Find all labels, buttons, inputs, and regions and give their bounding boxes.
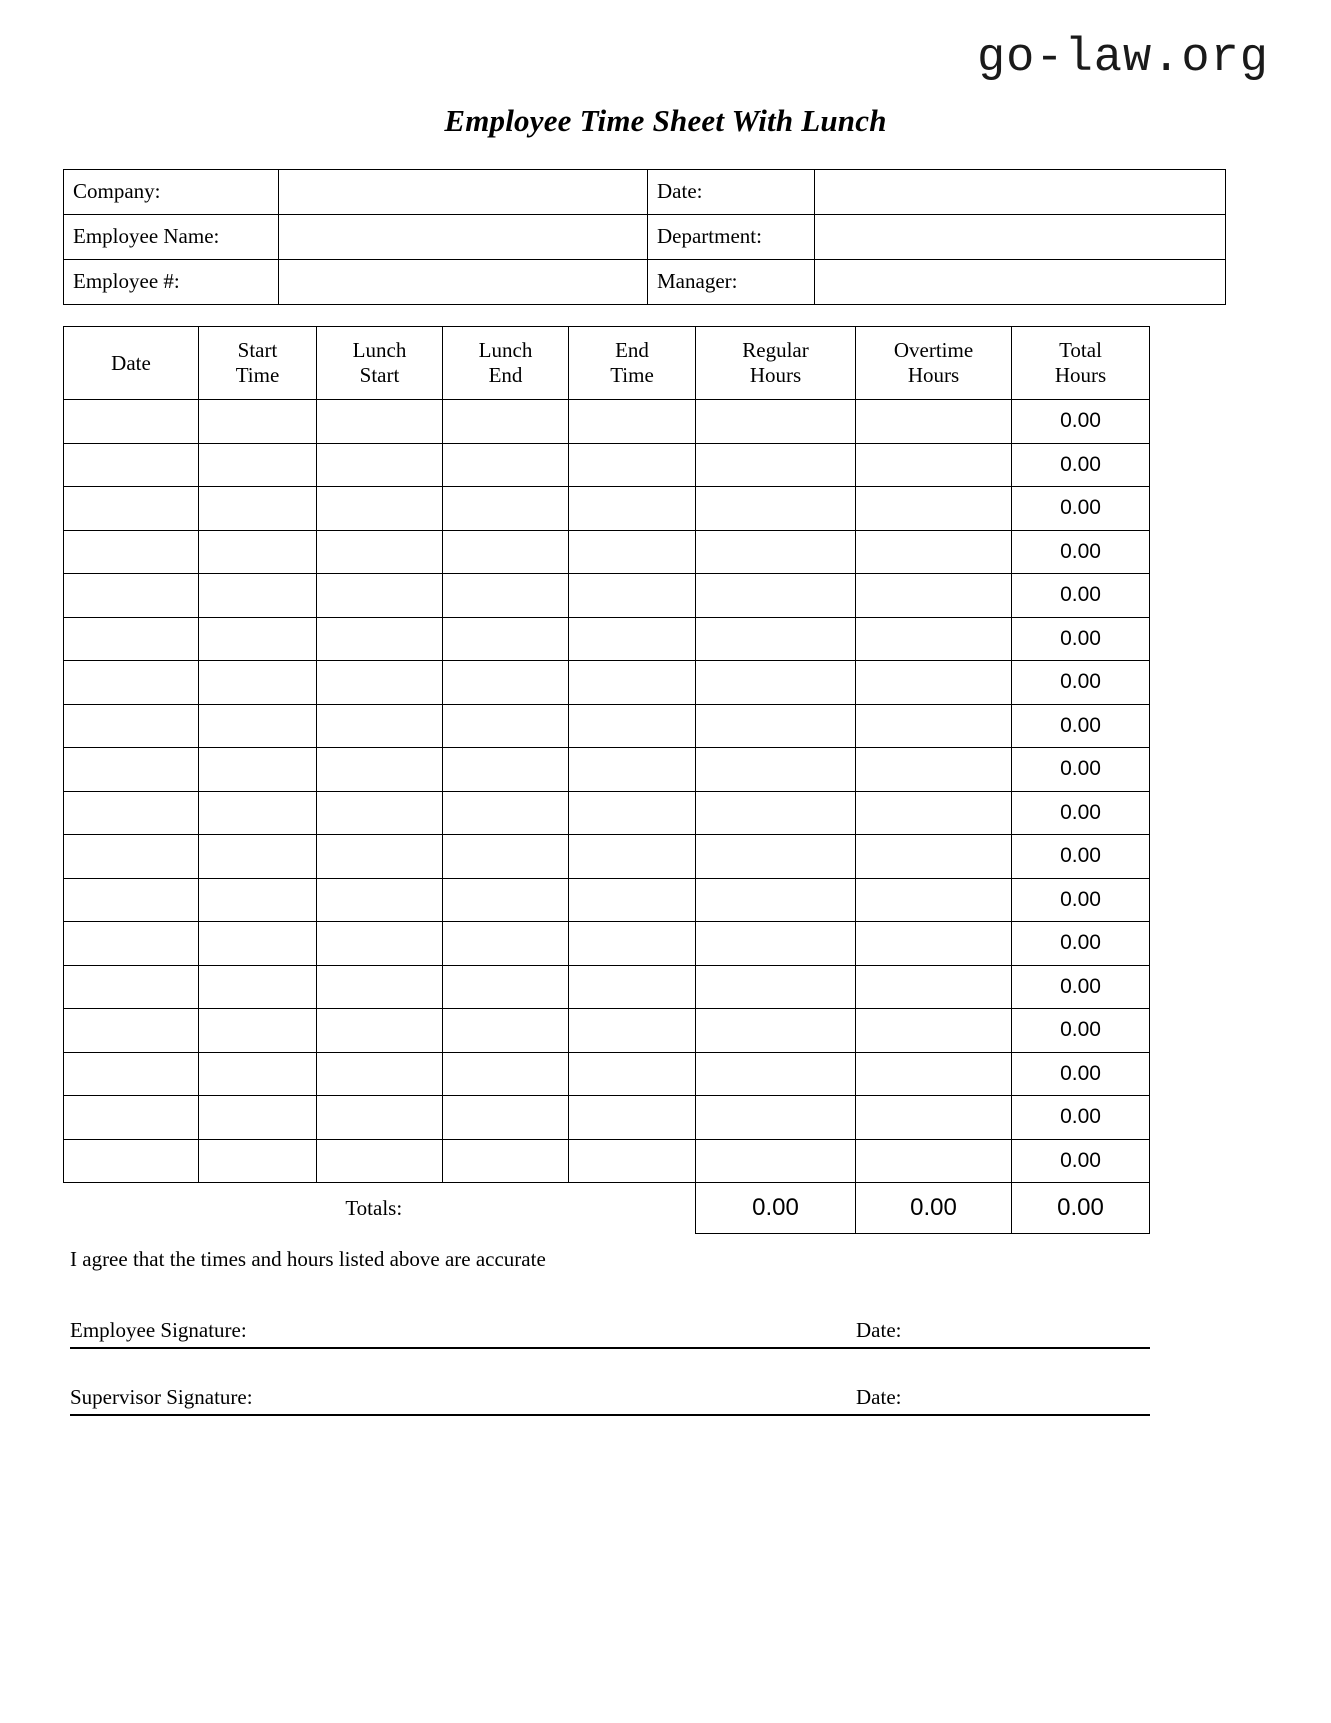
header-line2: Hours — [1054, 363, 1107, 387]
header-line1: Regular — [742, 338, 809, 363]
cell-lunch-start[interactable] — [317, 1139, 443, 1183]
supervisor-signature-label: Supervisor Signature: — [70, 1385, 253, 1409]
cell-end-time[interactable] — [569, 1009, 696, 1053]
cell-overtime-hours[interactable] — [856, 661, 1012, 705]
cell-lunch-start[interactable] — [317, 400, 443, 444]
cell-lunch-end[interactable] — [443, 1139, 569, 1183]
table-row — [64, 704, 1150, 748]
label-manager: Manager: — [648, 260, 815, 305]
table-row — [64, 878, 1150, 922]
cell-date[interactable] — [64, 617, 199, 661]
cell-lunch-start[interactable] — [317, 487, 443, 531]
cell-overtime-hours[interactable] — [856, 443, 1012, 487]
cell-date[interactable] — [64, 400, 199, 444]
cell-date[interactable] — [64, 835, 199, 879]
cell-lunch-end[interactable] — [443, 965, 569, 1009]
cell-lunch-start[interactable] — [317, 835, 443, 879]
cell-lunch-start[interactable] — [317, 791, 443, 835]
supervisor-signature-block — [70, 1372, 1150, 1416]
employee-signature-label: Employee Signature: — [70, 1318, 247, 1342]
supervisor-signature-line[interactable] — [70, 1372, 1150, 1416]
cell-lunch-end[interactable] — [443, 617, 569, 661]
cell-lunch-start[interactable] — [317, 617, 443, 661]
cell-total-hours[interactable]: 0.00 — [1012, 791, 1150, 835]
column-header-regular-hours — [696, 327, 856, 400]
label-employee-name: Employee Name: — [64, 215, 279, 260]
cell-start-time[interactable] — [199, 443, 317, 487]
cell-start-time[interactable] — [199, 835, 317, 879]
cell-overtime-hours[interactable] — [856, 1096, 1012, 1140]
cell-date[interactable] — [64, 1096, 199, 1140]
cell-lunch-start[interactable] — [317, 443, 443, 487]
table-row — [64, 443, 1150, 487]
cell-total-hours[interactable]: 0.00 — [1012, 617, 1150, 661]
info-row-employee-number — [64, 260, 1226, 305]
column-header-lunch-end — [443, 327, 569, 400]
cell-overtime-hours[interactable] — [856, 1139, 1012, 1183]
cell-regular-hours[interactable] — [696, 661, 856, 705]
cell-end-time[interactable] — [569, 487, 696, 531]
table-row — [64, 574, 1150, 618]
column-header-lunch-start — [317, 327, 443, 400]
column-header-start-time — [199, 327, 317, 400]
cell-lunch-end[interactable] — [443, 661, 569, 705]
cell-lunch-start[interactable] — [317, 965, 443, 1009]
cell-lunch-end[interactable] — [443, 1052, 569, 1096]
cell-regular-hours[interactable] — [696, 878, 856, 922]
totals-total-hours: 0.00 — [1012, 1183, 1150, 1234]
cell-end-time[interactable] — [569, 965, 696, 1009]
field-company[interactable] — [279, 170, 648, 215]
cell-end-time[interactable] — [569, 748, 696, 792]
cell-end-time[interactable] — [569, 443, 696, 487]
header-line1: Lunch — [478, 338, 533, 363]
cell-lunch-start[interactable] — [317, 530, 443, 574]
table-row — [64, 617, 1150, 661]
cell-regular-hours[interactable] — [696, 1052, 856, 1096]
cell-overtime-hours[interactable] — [856, 922, 1012, 966]
cell-regular-hours[interactable] — [696, 1009, 856, 1053]
cell-start-time[interactable] — [199, 661, 317, 705]
field-employee-name[interactable] — [279, 215, 648, 260]
cell-lunch-end[interactable] — [443, 443, 569, 487]
cell-date[interactable] — [64, 574, 199, 618]
cell-end-time[interactable] — [569, 922, 696, 966]
cell-lunch-start[interactable] — [317, 1096, 443, 1140]
totals-row — [64, 1183, 1150, 1234]
table-row — [64, 922, 1150, 966]
table-row — [64, 530, 1150, 574]
table-row — [64, 791, 1150, 835]
cell-regular-hours[interactable] — [696, 748, 856, 792]
cell-date[interactable] — [64, 965, 199, 1009]
table-row — [64, 400, 1150, 444]
totals-overtime-hours: 0.00 — [856, 1183, 1012, 1234]
cell-end-time[interactable] — [569, 1139, 696, 1183]
cell-regular-hours[interactable] — [696, 835, 856, 879]
cell-total-hours[interactable]: 0.00 — [1012, 487, 1150, 531]
cell-date[interactable] — [64, 791, 199, 835]
employee-signature-date-label: Date: — [856, 1318, 902, 1342]
cell-total-hours[interactable]: 0.00 — [1012, 1139, 1150, 1183]
cell-lunch-end[interactable] — [443, 487, 569, 531]
table-row — [64, 1052, 1150, 1096]
totals-regular-hours: 0.00 — [696, 1183, 856, 1234]
cell-end-time[interactable] — [569, 704, 696, 748]
cell-total-hours[interactable]: 0.00 — [1012, 704, 1150, 748]
cell-start-time[interactable] — [199, 1096, 317, 1140]
column-header-date — [64, 327, 199, 400]
table-row — [64, 965, 1150, 1009]
header-line1: Date — [111, 350, 151, 375]
cell-overtime-hours[interactable] — [856, 400, 1012, 444]
label-company: Company: — [64, 170, 279, 215]
cell-lunch-end[interactable] — [443, 1009, 569, 1053]
cell-date[interactable] — [64, 704, 199, 748]
cell-lunch-end[interactable] — [443, 835, 569, 879]
field-department[interactable] — [815, 215, 1226, 260]
table-header-row — [64, 327, 1150, 400]
cell-total-hours[interactable]: 0.00 — [1012, 922, 1150, 966]
cell-date[interactable] — [64, 530, 199, 574]
cell-overtime-hours[interactable] — [856, 574, 1012, 618]
header-line2: End — [488, 363, 523, 387]
field-manager[interactable] — [815, 260, 1226, 305]
cell-end-time[interactable] — [569, 400, 696, 444]
cell-regular-hours[interactable] — [696, 704, 856, 748]
go-law-logo: go-law.org — [976, 32, 1269, 85]
cell-date[interactable] — [64, 1052, 199, 1096]
cell-regular-hours[interactable] — [696, 443, 856, 487]
cell-lunch-end[interactable] — [443, 530, 569, 574]
cell-lunch-start[interactable] — [317, 922, 443, 966]
cell-total-hours[interactable]: 0.00 — [1012, 1052, 1150, 1096]
timesheet-body — [64, 400, 1150, 1183]
cell-regular-hours[interactable] — [696, 965, 856, 1009]
cell-end-time[interactable] — [569, 835, 696, 879]
page-title: Employee Time Sheet With Lunch — [444, 103, 887, 138]
cell-start-time[interactable] — [199, 922, 317, 966]
cell-date[interactable] — [64, 487, 199, 531]
header-line2: Hours — [907, 363, 960, 387]
cell-overtime-hours[interactable] — [856, 878, 1012, 922]
label-employee-number: Employee #: — [64, 260, 279, 305]
table-row — [64, 661, 1150, 705]
cell-lunch-start[interactable] — [317, 748, 443, 792]
totals-label: Totals: — [345, 1195, 403, 1220]
cell-end-time[interactable] — [569, 617, 696, 661]
cell-date[interactable] — [64, 878, 199, 922]
cell-overtime-hours[interactable] — [856, 748, 1012, 792]
cell-total-hours[interactable]: 0.00 — [1012, 1096, 1150, 1140]
cell-start-time[interactable] — [199, 1009, 317, 1053]
cell-start-time[interactable] — [199, 791, 317, 835]
cell-overtime-hours[interactable] — [856, 704, 1012, 748]
header-line2: Hours — [749, 363, 802, 387]
label-date: Date: — [648, 170, 815, 215]
cell-regular-hours[interactable] — [696, 574, 856, 618]
cell-start-time[interactable] — [199, 1052, 317, 1096]
column-header-total-hours — [1012, 327, 1150, 400]
cell-overtime-hours[interactable] — [856, 487, 1012, 531]
cell-date[interactable] — [64, 748, 199, 792]
cell-end-time[interactable] — [569, 878, 696, 922]
cell-date[interactable] — [64, 1139, 199, 1183]
agreement-text: I agree that the times and hours listed above are accurate — [70, 1247, 546, 1271]
table-row — [64, 1139, 1150, 1183]
cell-date[interactable] — [64, 443, 199, 487]
cell-total-hours[interactable]: 0.00 — [1012, 400, 1150, 444]
cell-start-time[interactable] — [199, 400, 317, 444]
cell-end-time[interactable] — [569, 530, 696, 574]
cell-overtime-hours[interactable] — [856, 1052, 1012, 1096]
field-employee-number[interactable] — [279, 260, 648, 305]
cell-start-time[interactable] — [199, 704, 317, 748]
timesheet-table — [63, 326, 1150, 1234]
cell-overtime-hours[interactable] — [856, 1009, 1012, 1053]
cell-start-time[interactable] — [199, 487, 317, 531]
cell-regular-hours[interactable] — [696, 922, 856, 966]
header-line1: Start — [237, 338, 278, 363]
header-line1: End — [615, 338, 649, 363]
header-line2: Start — [359, 363, 400, 387]
cell-start-time[interactable] — [199, 574, 317, 618]
cell-lunch-start[interactable] — [317, 661, 443, 705]
cell-overtime-hours[interactable] — [856, 530, 1012, 574]
cell-start-time[interactable] — [199, 965, 317, 1009]
cell-regular-hours[interactable] — [696, 1096, 856, 1140]
column-header-overtime-hours — [856, 327, 1012, 400]
info-row-employee-name — [64, 215, 1226, 260]
cell-total-hours[interactable]: 0.00 — [1012, 748, 1150, 792]
table-row — [64, 748, 1150, 792]
cell-lunch-end[interactable] — [443, 791, 569, 835]
cell-lunch-end[interactable] — [443, 748, 569, 792]
cell-start-time[interactable] — [199, 530, 317, 574]
cell-end-time[interactable] — [569, 1052, 696, 1096]
cell-regular-hours[interactable] — [696, 791, 856, 835]
cell-start-time[interactable] — [199, 878, 317, 922]
field-date[interactable] — [815, 170, 1226, 215]
cell-date[interactable] — [64, 661, 199, 705]
cell-lunch-end[interactable] — [443, 1096, 569, 1140]
table-row — [64, 1096, 1150, 1140]
employee-info-table — [63, 169, 1226, 305]
cell-total-hours[interactable]: 0.00 — [1012, 878, 1150, 922]
cell-regular-hours[interactable] — [696, 400, 856, 444]
table-row — [64, 835, 1150, 879]
table-row — [64, 1009, 1150, 1053]
column-header-end-time — [569, 327, 696, 400]
employee-signature-line[interactable] — [70, 1305, 1150, 1349]
cell-total-hours[interactable]: 0.00 — [1012, 965, 1150, 1009]
header-line2: Time — [235, 363, 280, 387]
cell-lunch-start[interactable] — [317, 878, 443, 922]
cell-start-time[interactable] — [199, 1139, 317, 1183]
header-line1: Overtime — [893, 338, 974, 363]
cell-overtime-hours[interactable] — [856, 835, 1012, 879]
cell-overtime-hours[interactable] — [856, 965, 1012, 1009]
cell-total-hours[interactable]: 0.00 — [1012, 835, 1150, 879]
cell-lunch-start[interactable] — [317, 1009, 443, 1053]
cell-regular-hours[interactable] — [696, 1139, 856, 1183]
cell-end-time[interactable] — [569, 791, 696, 835]
cell-regular-hours[interactable] — [696, 617, 856, 661]
cell-lunch-start[interactable] — [317, 574, 443, 618]
cell-total-hours[interactable]: 0.00 — [1012, 443, 1150, 487]
cell-lunch-end[interactable] — [443, 704, 569, 748]
employee-signature-block — [70, 1305, 1150, 1349]
cell-total-hours[interactable]: 0.00 — [1012, 1009, 1150, 1053]
cell-start-time[interactable] — [199, 748, 317, 792]
table-row — [64, 487, 1150, 531]
cell-lunch-end[interactable] — [443, 878, 569, 922]
info-row-company — [64, 170, 1226, 215]
header-line2: Time — [610, 363, 654, 387]
cell-end-time[interactable] — [569, 574, 696, 618]
cell-total-hours[interactable]: 0.00 — [1012, 530, 1150, 574]
cell-end-time[interactable] — [569, 661, 696, 705]
header-line1: Total — [1059, 338, 1102, 363]
cell-end-time[interactable] — [569, 1096, 696, 1140]
cell-regular-hours[interactable] — [696, 487, 856, 531]
cell-lunch-start[interactable] — [317, 1052, 443, 1096]
cell-lunch-end[interactable] — [443, 574, 569, 618]
cell-regular-hours[interactable] — [696, 530, 856, 574]
cell-date[interactable] — [64, 922, 199, 966]
cell-total-hours[interactable]: 0.00 — [1012, 661, 1150, 705]
cell-lunch-end[interactable] — [443, 922, 569, 966]
cell-start-time[interactable] — [199, 617, 317, 661]
cell-lunch-end[interactable] — [443, 400, 569, 444]
cell-date[interactable] — [64, 1009, 199, 1053]
cell-total-hours[interactable]: 0.00 — [1012, 574, 1150, 618]
cell-overtime-hours[interactable] — [856, 791, 1012, 835]
cell-lunch-start[interactable] — [317, 704, 443, 748]
cell-overtime-hours[interactable] — [856, 617, 1012, 661]
label-department: Department: — [648, 215, 815, 260]
header-line1: Lunch — [352, 338, 407, 363]
supervisor-signature-date-label: Date: — [856, 1385, 902, 1409]
